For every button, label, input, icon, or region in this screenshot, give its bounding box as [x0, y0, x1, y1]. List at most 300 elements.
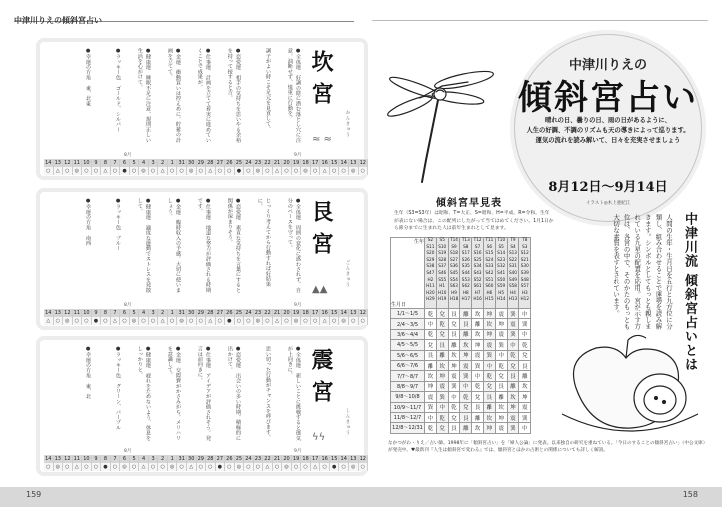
- calendar-day: 23: [254, 455, 264, 463]
- birth-year-label: S45: [449, 269, 458, 275]
- title-description-line: 晴れの日、曇りの日、雨の日があるように、: [545, 117, 671, 124]
- fortune-text-column: ●健康運 睡眠不足に注意。規則正しい生活を心がけて。: [136, 48, 151, 143]
- fortune-mark-icon: △: [273, 167, 283, 175]
- fortune-text-column: ●幸運の方角 東、北: [85, 346, 91, 399]
- sign-box: [36, 336, 368, 476]
- fortune-mark-icon: ○: [235, 317, 245, 325]
- fortune-mark-icon: ○: [130, 167, 140, 175]
- calendar-day: 25: [235, 455, 245, 463]
- kyu-cell: 中: [507, 340, 519, 350]
- fortune-mark-icon: ◎: [139, 167, 149, 175]
- birth-year-label: T12: [473, 237, 482, 242]
- calendar-day: 8: [101, 455, 111, 463]
- birth-year-label: S24: [485, 256, 494, 262]
- birth-year-label: S8: [463, 243, 469, 249]
- calendar-day: 13: [349, 159, 359, 167]
- kyu-cell: 坤: [519, 392, 531, 402]
- year-column-header: [507, 238, 519, 309]
- birth-year-label: T8: [522, 237, 528, 242]
- kyu-cell: 中: [436, 402, 448, 412]
- table-row: [391, 319, 531, 329]
- table-row: [391, 392, 531, 402]
- calendar-day: 18: [301, 309, 311, 317]
- kyu-cell: 離: [460, 309, 472, 319]
- birth-year-label: S55: [438, 276, 447, 282]
- fortune-mark-icon: ◎: [63, 317, 73, 325]
- fortune-text-column: じっくり考えてから行動すれば好結果に。: [256, 198, 271, 287]
- kyu-cell: 兌: [519, 350, 531, 360]
- kyu-cell: 震: [507, 412, 519, 422]
- calendar-days-row: [44, 159, 368, 167]
- fortune-mark-icon: ○: [282, 317, 292, 325]
- kyu-cell: 乾: [436, 412, 448, 422]
- birth-year-label: H14: [496, 296, 506, 302]
- calendar-day: 28: [206, 455, 216, 463]
- birth-year-label: S34: [473, 263, 482, 269]
- kyu-cell: 巽: [495, 340, 507, 350]
- kyu-cell: 艮: [436, 340, 448, 350]
- kyu-cell: 離: [460, 329, 472, 339]
- fortune-mark-icon: ○: [292, 167, 302, 175]
- running-title: 中津川りえの傾斜宮占い: [14, 15, 102, 25]
- kyu-cell: 巽: [460, 371, 472, 381]
- birth-year-label: S49: [508, 276, 517, 282]
- birth-year-label: S37: [438, 263, 447, 269]
- calendar-day: 13: [349, 455, 359, 463]
- title-circle: [510, 30, 706, 226]
- kyu-cell: 離: [448, 340, 460, 350]
- fortune-mark-icon: ○: [263, 317, 273, 325]
- kyu-cell: 離: [495, 392, 507, 402]
- calendar-day: 31: [177, 159, 187, 167]
- fortune-text-column: ●恋愛運 素直な気持ちを言葉にすると関係が深まりそう。: [226, 198, 241, 293]
- birth-year-label: S10: [438, 243, 447, 249]
- fortune-text-column: ●健康運 適度な運動でストレスを発散して。: [136, 198, 151, 293]
- fortune-mark-icon: ○: [197, 317, 207, 325]
- fortune-mark-icon: ●: [101, 463, 111, 471]
- table-corner: [391, 238, 425, 309]
- birth-year-label: S6: [486, 243, 493, 249]
- calendar-day: 9: [92, 309, 102, 317]
- birth-year-label: H4: [510, 289, 516, 295]
- year-column-header: [425, 238, 437, 309]
- calendar-day: 31: [177, 455, 187, 463]
- fortune-text-column: ●幸運の方角 南西: [85, 198, 91, 246]
- fortune-mark-icon: ◎: [349, 167, 359, 175]
- fortune-mark-icon: ○: [168, 317, 178, 325]
- birth-year-label: S18: [449, 250, 458, 256]
- fortune-mark-icon: ○: [349, 317, 359, 325]
- fortune-mark-icon: △: [73, 463, 83, 471]
- calendar-day: 17: [311, 455, 321, 463]
- fortune-mark-icon: △: [311, 463, 321, 471]
- calendar-day: 25: [235, 159, 245, 167]
- fortune-mark-icon: ○: [225, 167, 235, 175]
- calendar-day: 9: [92, 455, 102, 463]
- fortune-mark-icon: ○: [177, 167, 187, 175]
- calendar-day: 19: [292, 309, 302, 317]
- birth-year-label: S48: [520, 276, 529, 282]
- fortune-mark-icon: ○: [263, 167, 273, 175]
- kyu-cell: 震: [519, 402, 531, 412]
- dragonfly-illustration: [380, 40, 508, 190]
- kyu-cell: 坤: [460, 350, 472, 360]
- fortune-mark-icon: △: [44, 317, 54, 325]
- fortune-mark-icon: ◎: [254, 317, 264, 325]
- kyu-cell: 兌: [483, 381, 495, 391]
- daily-calendar: [44, 448, 368, 472]
- fortune-mark-icon: ○: [177, 463, 187, 471]
- calendar-day: 27: [216, 455, 226, 463]
- calendar-day: 14: [44, 455, 54, 463]
- fortune-mark-icon: ○: [330, 167, 340, 175]
- fortune-mark-icon: ○: [130, 463, 140, 471]
- calendar-day: 3: [149, 309, 159, 317]
- birth-year-label: S7: [474, 243, 481, 249]
- birth-year-label: H29: [426, 296, 435, 302]
- calendar-day: 23: [254, 309, 264, 317]
- kyu-cell: 巽: [507, 309, 519, 319]
- birth-year-label: S50: [497, 276, 506, 282]
- birth-year-label: S57: [520, 283, 529, 289]
- table-row: [391, 329, 531, 339]
- calendar-day: 12: [359, 309, 369, 317]
- kyu-cell: 中: [425, 319, 437, 329]
- calendar-day: 13: [54, 455, 64, 463]
- birthdate-range: 1/1〜1/5: [391, 309, 425, 319]
- fortune-text-column: ●恋愛運 出会いの多い時期。積極的に出かけて。: [226, 346, 241, 441]
- kyu-cell: 離: [472, 319, 484, 329]
- fortune-mark-icon: ○: [92, 463, 102, 471]
- fortune-mark-icon: ●: [330, 463, 340, 471]
- explanation-title: 中津川流 傾斜宮占いとは: [682, 212, 697, 372]
- year-column-header: [472, 238, 484, 309]
- kyu-cell: 中: [495, 350, 507, 360]
- calendar-day: 1: [168, 455, 178, 463]
- kyu-cell: 乾: [460, 392, 472, 402]
- birth-year-label: S28: [438, 256, 447, 262]
- kyu-cell: 中: [519, 423, 531, 433]
- kyu-cell: 兌: [436, 329, 448, 339]
- calendar-day: 1: [168, 309, 178, 317]
- kyu-cell: 坎: [425, 371, 437, 381]
- fortune-text-column: ●ラッキー色 ブルー: [115, 198, 121, 251]
- kyu-cell: 艮: [448, 423, 460, 433]
- calendar-day: 8: [101, 309, 111, 317]
- calendar-day: 15: [330, 455, 340, 463]
- fortune-mark-icon: △: [273, 317, 283, 325]
- calendar-day: 1: [168, 159, 178, 167]
- fortune-text-column: ●全体運 周囲の変化に惑わされず、自分のペースを守って。: [286, 198, 301, 293]
- kyu-cell: 坎: [460, 340, 472, 350]
- birth-year-label: S23: [497, 256, 506, 262]
- birth-year-label: S25: [473, 256, 482, 262]
- kyu-cell: 離: [483, 402, 495, 412]
- fortune-mark-icon: ◎: [282, 463, 292, 471]
- fortune-text-column: ●仕事運 アイデアが評価されそう。発言は前向きに。: [196, 346, 211, 441]
- fortune-mark-icon: ○: [244, 317, 254, 325]
- kyu-cell: 艮: [472, 402, 484, 412]
- fortune-mark-icon: ○: [120, 317, 130, 325]
- fortune-mark-icon: ○: [63, 167, 73, 175]
- fortune-mark-icon: ●: [216, 463, 226, 471]
- page-number-left: 159: [26, 490, 42, 499]
- fortune-text-column: 調子がよい時こそ足元を見直して。: [265, 48, 271, 132]
- birth-year-label: T13: [461, 237, 470, 242]
- kyu-cell: 巽: [519, 319, 531, 329]
- footer-bar: [0, 487, 722, 507]
- kyu-cell: 中: [483, 360, 495, 370]
- kyu-cell: 乾: [448, 402, 460, 412]
- running-header: [14, 8, 354, 25]
- fortune-text-column: ●恋愛運 相手の気持ちを思いやる余裕を持って接すると吉。: [226, 48, 241, 143]
- calendar-month-label: 8月: [124, 303, 132, 308]
- fortune-mark-icon: △: [139, 463, 149, 471]
- kyu-cell: 震: [425, 392, 437, 402]
- kyu-cell: 坤: [472, 340, 484, 350]
- kyu-cell: 中: [425, 412, 437, 422]
- kyu-cell: 兌: [448, 412, 460, 422]
- birth-year-label: H18: [449, 296, 459, 302]
- birth-year-label: S13: [508, 250, 517, 256]
- fortune-mark-icon: ○: [359, 463, 369, 471]
- table-row: [391, 350, 531, 360]
- kyu-cell: 巽: [436, 392, 448, 402]
- chart-note: 生年（S3=S3年）は昭和、T=大正、S=昭和、H=平成、R=令和。生年が表にない場合は、この配列にしたがって当てはめてください。1月1日から節分までに生まれた人は前年生まれとして見ます。: [394, 211, 554, 231]
- fortune-mark-icon: ○: [301, 317, 311, 325]
- birthdate-range: 12/8〜12/31: [391, 423, 425, 433]
- kyu-cell: 乾: [472, 381, 484, 391]
- fortune-mark-icon: ○: [197, 167, 207, 175]
- kyu-cell: 中: [472, 371, 484, 381]
- fortune-mark-icon: ◎: [187, 167, 197, 175]
- fortune-mark-icon: ●: [120, 167, 130, 175]
- kyu-cell: 兌: [436, 423, 448, 433]
- fortune-mark-icon: ○: [149, 317, 159, 325]
- kyu-cell: 兌: [425, 340, 437, 350]
- kyu-cell: 坤: [448, 360, 460, 370]
- calendar-day: 28: [206, 309, 216, 317]
- fortune-mark-icon: △: [187, 463, 197, 471]
- fortune-text-column: ●金運 臨時収入の予感。大切に使いましょう。: [166, 198, 181, 293]
- fortune-mark-icon: ◎: [168, 463, 178, 471]
- calendar-day: 10: [82, 309, 92, 317]
- calendar-day: 22: [263, 159, 273, 167]
- kyu-cell: 坤: [483, 329, 495, 339]
- kyu-cell: 坎: [436, 360, 448, 370]
- birth-year-label: S29: [426, 256, 435, 262]
- fortune-text-column: ●ラッキー色 ゴールド、シルバー: [115, 48, 121, 132]
- kyu-cell: 巽: [519, 412, 531, 422]
- fortune-mark-icon: ○: [187, 317, 197, 325]
- birth-year-label: S30: [520, 263, 529, 269]
- calendar-day: 18: [301, 455, 311, 463]
- kyu-cell: 坎: [507, 392, 519, 402]
- kyu-cell: 震: [495, 309, 507, 319]
- kyu-cell: 乾: [483, 371, 495, 381]
- fortune-mark-icon: ○: [244, 463, 254, 471]
- year-column-header: [460, 238, 472, 309]
- fortune-mark-icon: △: [158, 167, 168, 175]
- table-row: [391, 412, 531, 422]
- kyu-cell: 坤: [495, 412, 507, 422]
- birth-year-label: S54: [449, 276, 458, 282]
- kyu-cell: 震: [495, 423, 507, 433]
- calendar-day: 2: [158, 159, 168, 167]
- fortune-mark-icon: △: [101, 167, 111, 175]
- calendar-day: 13: [54, 159, 64, 167]
- calendar-day: 7: [111, 455, 121, 463]
- birth-year-label: S32: [497, 263, 506, 269]
- fortune-mark-icon: ○: [206, 463, 216, 471]
- fortune-mark-icon: ○: [168, 167, 178, 175]
- fortune-mark-icon: ○: [111, 463, 121, 471]
- birth-year-label: S38: [426, 263, 435, 269]
- calendar-day: 14: [339, 309, 349, 317]
- calendar-day: 4: [139, 309, 149, 317]
- fortune-text-column: ●金運 交際費がかさみがち。メリハリを意識して。: [166, 346, 181, 441]
- kyu-cell: 乾: [425, 309, 437, 319]
- birth-year-label: S3: [522, 243, 528, 249]
- birth-year-label: S9: [451, 243, 457, 249]
- birth-year-label: S17: [461, 250, 470, 256]
- fortune-text-column: ●幸運の方角 東、北東: [85, 48, 91, 106]
- calendar-day: 20: [282, 455, 292, 463]
- kyu-cell: 兌: [460, 402, 472, 412]
- birth-year-label: H6: [486, 289, 493, 295]
- birth-year-label: T11: [485, 237, 494, 242]
- kyu-cell: 乾: [425, 329, 437, 339]
- date-range: 8月12日〜9月14日: [548, 180, 668, 195]
- calendar-day: 22: [263, 455, 273, 463]
- year-column-header: [495, 238, 507, 309]
- calendar-day: 15: [330, 159, 340, 167]
- calendar-day: 11: [73, 309, 83, 317]
- title-description: [522, 116, 694, 146]
- table-row: [391, 371, 531, 381]
- birth-year-label: S22: [508, 256, 517, 262]
- fortune-mark-icon: ○: [82, 167, 92, 175]
- calendar-day: 16: [320, 455, 330, 463]
- fortune-mark-icon: △: [158, 317, 168, 325]
- birth-year-label: S46: [438, 269, 447, 275]
- chart-title: 傾斜宮早見表: [436, 198, 502, 209]
- fortune-mark-icon: ○: [254, 463, 264, 471]
- calendar-day: 7: [111, 159, 121, 167]
- calendar-day: 21: [273, 455, 283, 463]
- table-row: [391, 402, 531, 412]
- fortune-mark-icon: ◎: [73, 167, 83, 175]
- kyu-cell: 震: [448, 371, 460, 381]
- kyu-cell: 巽: [425, 402, 437, 412]
- fortune-mark-icon: ○: [244, 167, 254, 175]
- calendar-day: 14: [44, 309, 54, 317]
- calendar-day: 6: [120, 455, 130, 463]
- fortune-mark-icon: ○: [311, 167, 321, 175]
- birth-year-label: S26: [461, 256, 470, 262]
- kyu-cell: 乾: [425, 423, 437, 433]
- sign-reading: ごんきゅう: [345, 260, 350, 288]
- kyu-cell: 坤: [483, 423, 495, 433]
- fortune-mark-icon: △: [320, 317, 330, 325]
- calendar-day: 23: [254, 159, 264, 167]
- fortune-mark-icon: ●: [235, 167, 245, 175]
- fortune-mark-icon: ○: [63, 463, 73, 471]
- fortune-mark-icon: ●: [92, 317, 102, 325]
- calendar-month-label: 9月: [294, 153, 302, 158]
- calendar-day: 19: [292, 159, 302, 167]
- table-row: [391, 381, 531, 391]
- kyu-cell: 離: [519, 371, 531, 381]
- kyu-cell: 兌: [436, 309, 448, 319]
- birthdate-range: 11/8〜12/7: [391, 412, 425, 422]
- calendar-day: 26: [225, 455, 235, 463]
- birthdate-range: 8/8〜9/7: [391, 381, 425, 391]
- calendar-day: 24: [244, 159, 254, 167]
- calendar-day: 10: [82, 455, 92, 463]
- fortune-mark-icon: ◎: [130, 317, 140, 325]
- calendar-day: 24: [244, 455, 254, 463]
- year-column-header: [483, 238, 495, 309]
- kyu-cell: 乾: [436, 319, 448, 329]
- birth-year-label: S12: [520, 250, 529, 256]
- kyu-cell: 艮: [448, 329, 460, 339]
- calendar-day: 12: [359, 159, 369, 167]
- fortune-text-column: ●全体運 好調の陰に潜む落とし穴に注意。油断せず、慎重に行動を。: [286, 48, 301, 143]
- birth-year-label: S62: [461, 283, 470, 289]
- calendar-day: 5: [130, 309, 140, 317]
- fortune-mark-icon: ◎: [349, 463, 359, 471]
- kyu-cell: 坤: [436, 371, 448, 381]
- birth-year-label: S20: [426, 250, 435, 256]
- birth-year-label: H8: [462, 289, 469, 295]
- fortune-mark-icon: ◎: [235, 463, 245, 471]
- birth-year-label: H1: [439, 283, 446, 289]
- calendar-day: 15: [330, 309, 340, 317]
- kyu-cell: 坎: [448, 350, 460, 360]
- fortune-mark-icon: △: [54, 167, 64, 175]
- kyu-cell: 坎: [472, 329, 484, 339]
- birth-year-label: S63: [449, 283, 458, 289]
- calendar-day: 20: [282, 159, 292, 167]
- fortune-mark-icon: ○: [101, 317, 111, 325]
- calendar-day: 27: [216, 309, 226, 317]
- calendar-day: 20: [282, 309, 292, 317]
- calendar-month-label: 9月: [294, 303, 302, 308]
- fortune-text-column: ●金運 衝動買いは控えめに。貯蓄の計画を立てて。: [166, 48, 181, 143]
- kyu-cell: 兌: [472, 392, 484, 402]
- fortune-mark-icon: ◎: [301, 167, 311, 175]
- fortune-mark-icon: ○: [339, 463, 349, 471]
- birth-year-label: S33: [485, 263, 494, 269]
- calendar-day: 18: [301, 159, 311, 167]
- title-subtitle: 中津川りえの: [568, 58, 647, 73]
- birth-year-label: S53: [461, 276, 470, 282]
- calendar-day: 4: [139, 455, 149, 463]
- fortune-text-column: ●ラッキー色 グリーン、パープル: [115, 346, 121, 430]
- sign-card: [40, 42, 364, 176]
- illustration-credit: イラスト◎木上亜紀江: [585, 201, 631, 206]
- fortune-mark-icon: ○: [149, 167, 159, 175]
- fortune-mark-icon: ◎: [292, 317, 302, 325]
- birth-year-label: S40: [508, 269, 517, 275]
- kyu-cell: 中: [519, 329, 531, 339]
- fortune-mark-icon: ○: [216, 167, 226, 175]
- fortune-mark-icon: ●: [225, 317, 235, 325]
- birthdate-range: 6/6〜7/6: [391, 360, 425, 370]
- calendar-day: 13: [349, 309, 359, 317]
- sign-reading: かんきゅう: [345, 110, 350, 138]
